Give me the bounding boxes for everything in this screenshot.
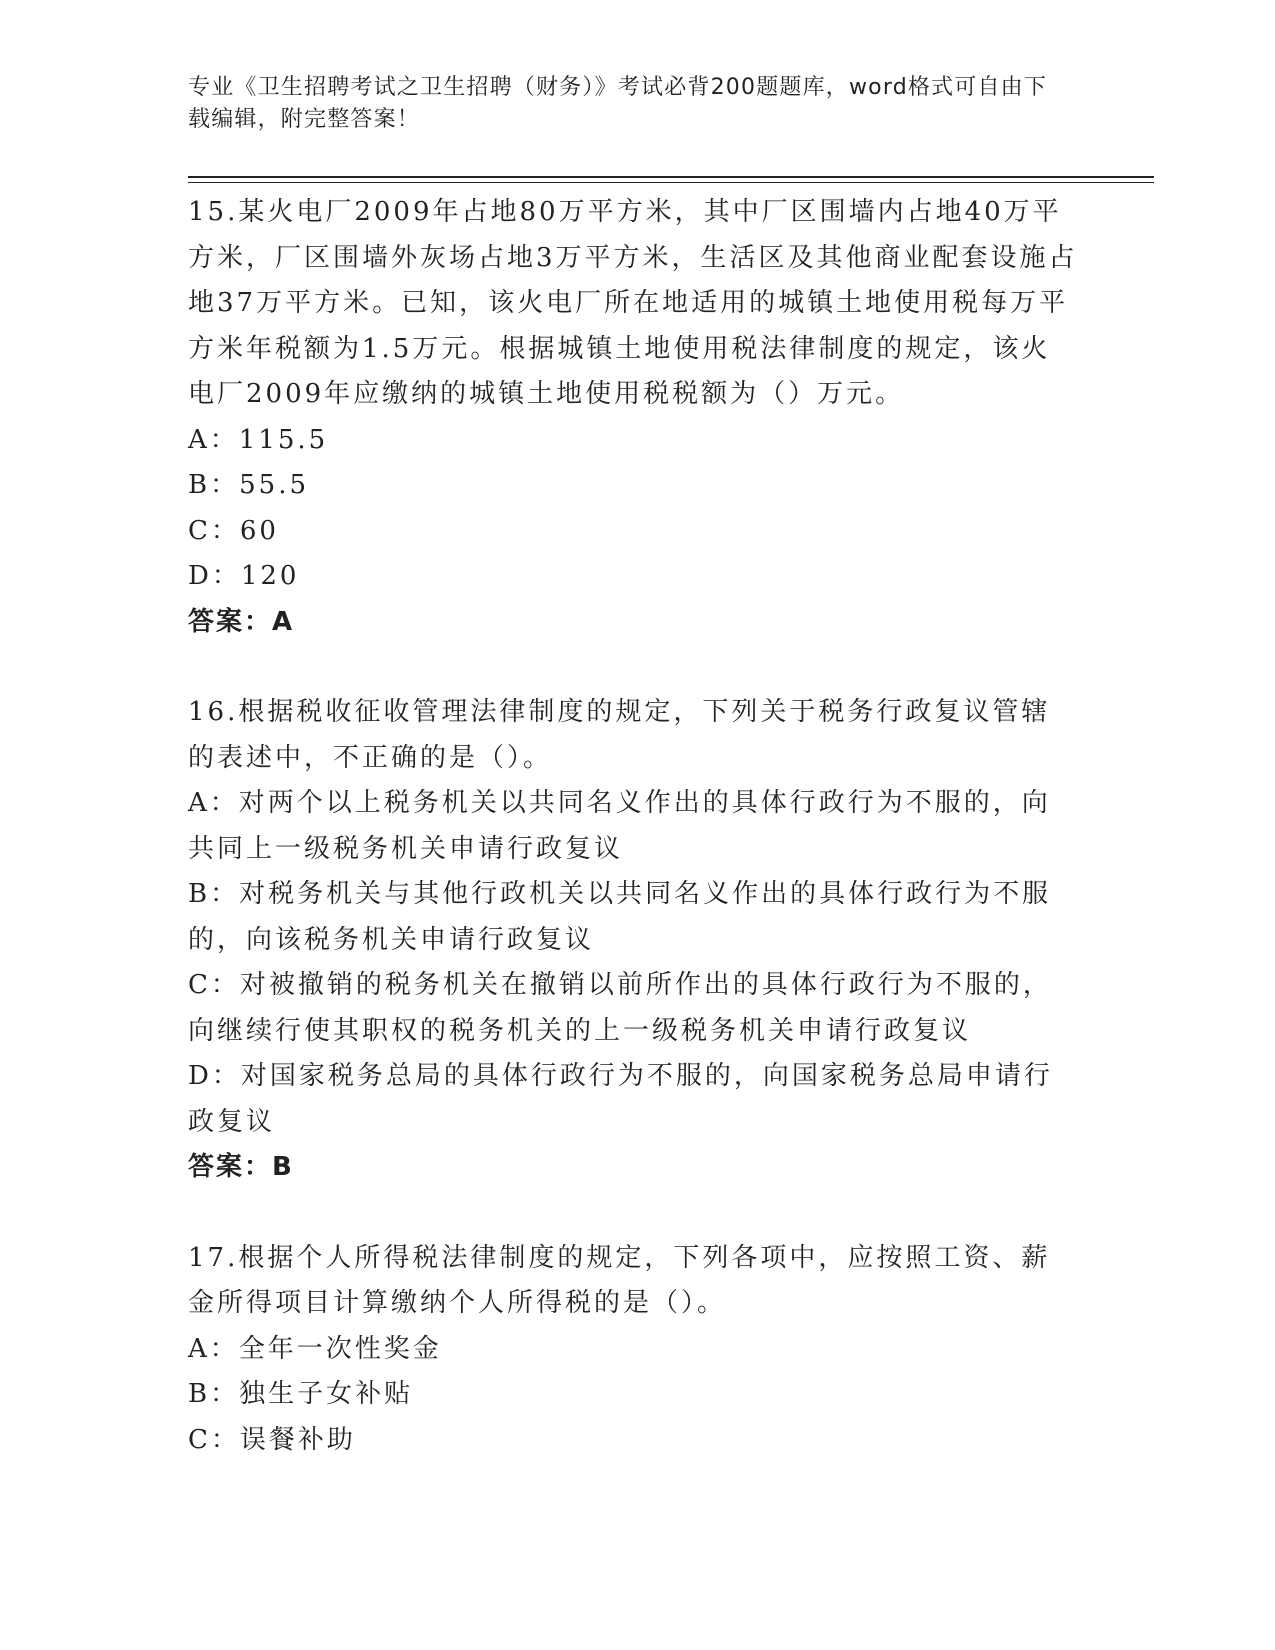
question-15	[188, 190, 1078, 645]
option-c: C：误餐补助	[188, 1424, 356, 1455]
header-rule-thick	[188, 176, 1154, 178]
option-c: C：对被撤销的税务机关在撤销以前所作出的具体行政行为不服的，向继续行使其职权的税务机关的上一级税务机关申请行政复议	[188, 970, 1052, 1046]
question-stem: 17.根据个人所得税法律制度的规定，下列各项中，应按照工资、薪金所得项目计算缴纳个人所得税的是（）。	[188, 1242, 1051, 1318]
option-a: A：全年一次性奖金	[188, 1333, 442, 1364]
question-17	[188, 1236, 1078, 1464]
option-d: D：120	[188, 561, 300, 591]
question-list	[188, 190, 1078, 1463]
question-stem: 16.根据税收征收管理法律制度的规定，下列关于税务行政复议管辖的表述中，不正确的是（）。	[188, 697, 1051, 773]
answer-line: 答案：B	[188, 1152, 294, 1182]
option-b: B：55.5	[188, 470, 309, 500]
option-a: A：115.5	[188, 424, 329, 455]
option-b: B：独生子女补贴	[188, 1379, 414, 1409]
question-gap	[188, 645, 1078, 690]
question-16	[188, 690, 1078, 1191]
answer-line: 答案：A	[188, 606, 295, 637]
option-a: A：对两个以上税务机关以共同名义作出的具体行政行为不服的，向共同上一级税务机关申请行政复议	[188, 788, 1051, 864]
header-rule-thin	[188, 182, 1154, 183]
option-b: B：对税务机关与其他行政机关以共同名义作出的具体行政行为不服的，向该税务机关申请行政复议	[188, 879, 1052, 955]
option-d: D：对国家税务总局的具体行政行为不服的，向国家税务总局申请行政复议	[188, 1061, 1053, 1137]
document-header: 专业《卫生招聘考试之卫生招聘（财务）》考试必背200题题库，word格式可自由下载编辑，附完整答案！	[188, 75, 1048, 132]
question-stem: 15.某火电厂2009年占地80万平方米，其中厂区围墙内占地40万平方米，厂区围墙外灰场占地3万平方米，生活区及其他商业配套设施占地37万平方米。已知，该火电厂所在地适用的城镇土地使用税每万平方米年税额为1.5万元。根据城镇土地使用税法律制度的规定，该火电厂2009年应缴纳的城镇土地使用税税额为（）万元。	[188, 197, 1078, 409]
question-gap	[188, 1191, 1078, 1236]
option-c: C：60	[188, 515, 279, 546]
